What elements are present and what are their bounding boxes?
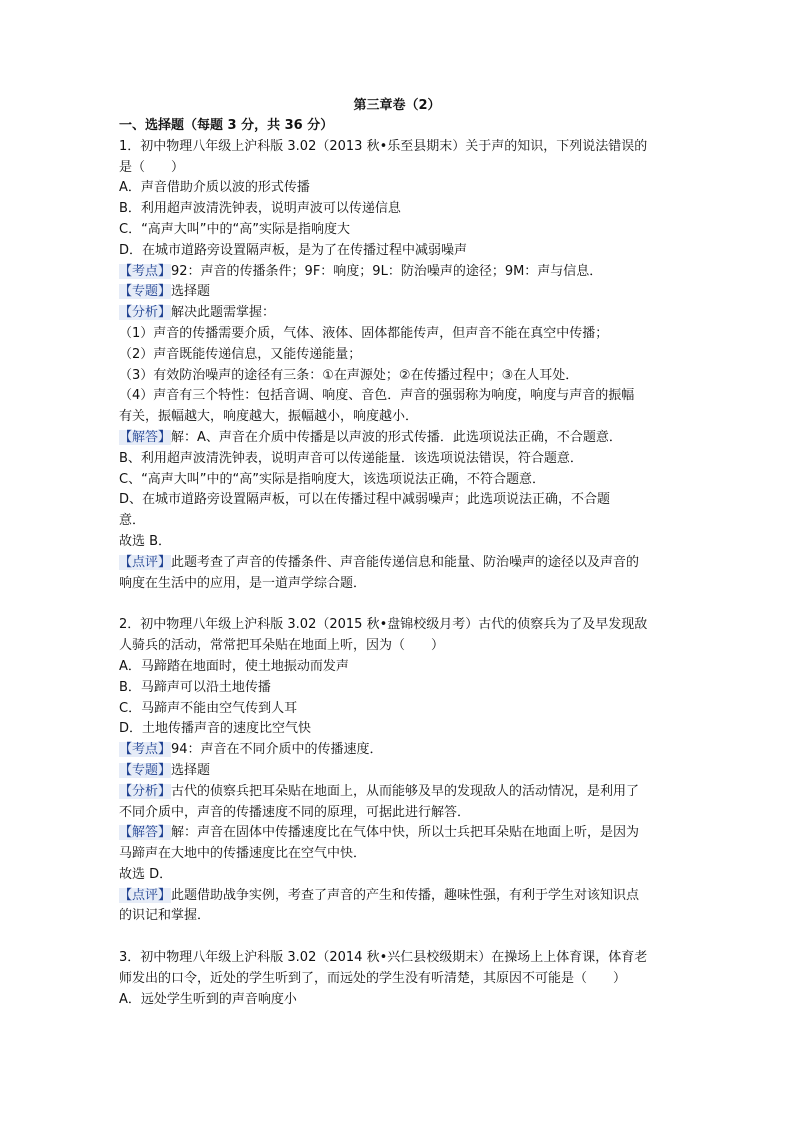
jieda-line: C、“高声大叫”中的“高”实际是指响度大，该选项说法正确，不符合题意． bbox=[119, 471, 546, 487]
fenxi-line: （3）有效防治噪声的途径有三条：①在声源处；②在传播过程中；③在人耳处． bbox=[119, 367, 579, 383]
question-stem-line: 2．初中物理八年级上沪科版 3.02（2015 秋•盘锦校级月考）古代的侦察兵为了及早发现敌 bbox=[119, 617, 648, 633]
question-spacer bbox=[119, 594, 679, 615]
fenxi-text: 古代的侦察兵把耳朵贴在地面上，从而能够及早的发现敌人的活动情况，是利用了 bbox=[171, 783, 640, 799]
zhuanti-text: 选择题 bbox=[171, 284, 211, 300]
zhuanti-tag: 【专题】 bbox=[119, 284, 172, 300]
page-title: 第三章卷（2） bbox=[353, 98, 441, 113]
question-stem-line: 是（ ） bbox=[119, 159, 185, 175]
option-b: B．马蹄声可以沿土地传播 bbox=[119, 679, 271, 695]
fenxi-line: （2）声音既能传递信息，又能传递能量； bbox=[119, 346, 362, 362]
jieda-tag: 【解答】 bbox=[119, 429, 172, 445]
jieda-line: 马蹄声在大地中的传播速度比在空气中快． bbox=[119, 846, 367, 862]
dianping-line bbox=[119, 553, 679, 574]
fenxi-line bbox=[119, 303, 679, 324]
fenxi-line: （4）声音有三个特性：包括音调、响度、音色．声音的强弱称为响度，响度与声音的振幅 bbox=[119, 388, 635, 404]
zhuanti-tag: 【专题】 bbox=[119, 762, 172, 778]
jieda-tag: 【解答】 bbox=[119, 825, 172, 841]
kaodian-line bbox=[119, 262, 679, 283]
dianping-line: 响度在生活中的应用，是一道声学综合题． bbox=[119, 575, 367, 591]
fenxi-text: 解决此题需掌握： bbox=[171, 305, 276, 321]
zhuanti-text: 选择题 bbox=[171, 762, 211, 778]
jieda-line bbox=[119, 428, 679, 449]
question-stem-line: 1．初中物理八年级上沪科版 3.02（2013 秋•乐至县期末）关于声的知识，下列说法错误的 bbox=[119, 138, 648, 154]
dianping-text: 此题借助战争实例，考查了声音的产生和传播，趣味性强，有利于学生对该知识点 bbox=[171, 887, 640, 903]
dianping-text: 此题考查了声音的传播条件、声音能传递信息和能量、防治噪声的途径以及声音的 bbox=[171, 554, 640, 570]
option-a: A．声音借助介质以波的形式传播 bbox=[119, 180, 310, 196]
option-a: A．远处学生听到的声音响度小 bbox=[119, 991, 297, 1007]
question-3 bbox=[119, 948, 679, 1010]
kaodian-tag: 【考点】 bbox=[119, 742, 172, 758]
question-spacer bbox=[119, 927, 679, 948]
option-a: A．马蹄踏在地面时，使土地振动而发声 bbox=[119, 658, 349, 674]
kaodian-text: 94：声音在不同介质中的传播速度． bbox=[171, 742, 383, 758]
option-d: D．土地传播声音的速度比空气快 bbox=[119, 721, 312, 737]
option-c: C．“高声大叫”中的“高”实际是指响度大 bbox=[119, 221, 351, 237]
zhuanti-line bbox=[119, 282, 679, 303]
dianping-tag: 【点评】 bbox=[119, 554, 172, 570]
answer-line: 故选 D． bbox=[119, 866, 173, 882]
jieda-line: B、利用超声波清洗钟表，说明声音可以传递能量．该选项说法错误，符合题意． bbox=[119, 450, 583, 466]
fenxi-line bbox=[119, 782, 679, 803]
dianping-tag: 【点评】 bbox=[119, 887, 172, 903]
question-stem-line: 3．初中物理八年级上沪科版 3.02（2014 秋•兴仁县校级期末）在操场上上体育课，体育老 bbox=[119, 950, 648, 966]
option-b: B．利用超声波清洗钟表，说明声波可以传递信息 bbox=[119, 201, 401, 217]
question-2 bbox=[119, 615, 679, 927]
jieda-line: D、在城市道路旁设置隔声板，可以在传播过程中减弱噪声；此选项说法正确，不合题 bbox=[119, 492, 611, 508]
question-stem-line: 师发出的口令，近处的学生听到了，而远处的学生没有听清楚，其原因不可能是（ ） bbox=[119, 971, 627, 987]
dianping-line bbox=[119, 886, 679, 907]
dianping-line: 的识记和掌握． bbox=[119, 908, 211, 924]
fenxi-line: 不同介质中，声音的传播速度不同的原理，可据此进行解答． bbox=[119, 804, 471, 820]
answer-line: 故选 B． bbox=[119, 533, 172, 549]
question-1 bbox=[119, 137, 679, 595]
kaodian-text: 92：声音的传播条件；9F：响度；9L：防治噪声的途径；9M：声与信息． bbox=[171, 263, 603, 279]
jieda-text: 解：声音在固体中传播速度比在气体中快，所以士兵把耳朵贴在地面上听，是因为 bbox=[171, 825, 640, 841]
jieda-line bbox=[119, 823, 679, 844]
option-c: C．马蹄声不能由空气传到人耳 bbox=[119, 700, 298, 716]
kaodian-line bbox=[119, 740, 679, 761]
question-stem-line: 人骑兵的活动，常常把耳朵贴在地面上听，因为（ ） bbox=[119, 638, 445, 654]
fenxi-tag: 【分析】 bbox=[119, 783, 172, 799]
fenxi-line: 有关，振幅越大，响度越大，振幅越小，响度越小． bbox=[119, 409, 419, 425]
option-d: D．在城市道路旁设置隔声板，是为了在传播过程中减弱噪声 bbox=[119, 242, 468, 258]
jieda-text: 解：A、声音在介质中传播是以声波的形式传播．此选项说法正确，不合题意． bbox=[171, 429, 622, 445]
fenxi-line: （1）声音的传播需要介质，气体、液体、固体都能传声，但声音不能在真空中传播； bbox=[119, 325, 609, 341]
document-body bbox=[119, 116, 679, 1011]
jieda-line: 意． bbox=[119, 513, 146, 529]
fenxi-tag: 【分析】 bbox=[119, 305, 172, 321]
section-heading: 一、选择题（每题 3 分，共 36 分） bbox=[119, 118, 334, 133]
kaodian-tag: 【考点】 bbox=[119, 263, 172, 279]
zhuanti-line bbox=[119, 761, 679, 782]
